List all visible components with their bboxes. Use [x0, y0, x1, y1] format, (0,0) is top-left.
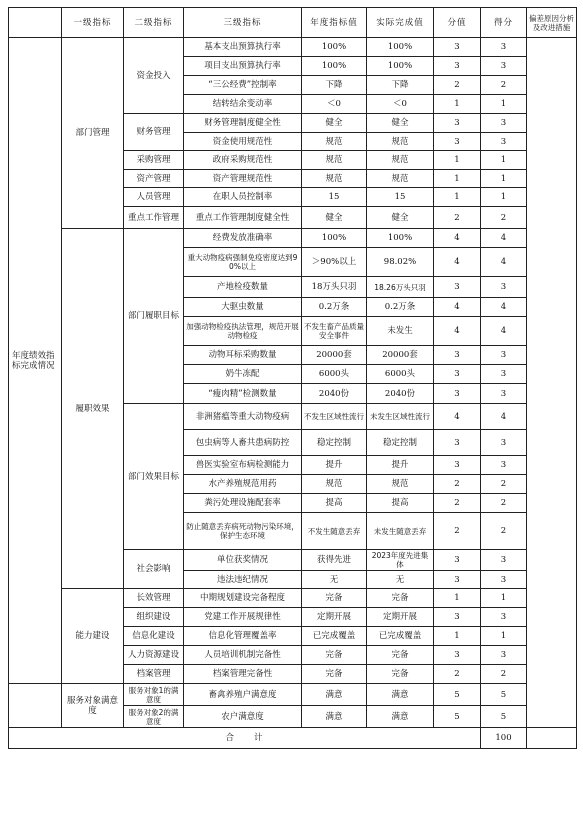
- indicator-cell: 档案管理完备性: [184, 665, 302, 684]
- indicator-cell: 加强动物检疫执法管理，规范开展动物检疫: [184, 317, 302, 346]
- score-cell: 4: [481, 229, 527, 248]
- indicator-cell: 中期规划建设完备程度: [184, 589, 302, 608]
- score-value-cell: 3: [434, 430, 481, 456]
- indicator-cell: 党建工作开展规律性: [184, 608, 302, 627]
- indicator-cell: “瘦肉精”检测数量: [184, 384, 302, 404]
- score-value-cell: 3: [434, 456, 481, 475]
- deviation-cell: [527, 38, 577, 728]
- score-cell: 5: [481, 684, 527, 706]
- target-cell: 不发生畜产品质量安全事件: [302, 317, 367, 346]
- score-value-cell: 3: [434, 277, 481, 298]
- score-value-cell: 1: [434, 589, 481, 608]
- indicator-cell: 粪污处理设施配套率: [184, 494, 302, 513]
- score-value-cell: 3: [434, 384, 481, 404]
- target-cell: 不发生随意丢弃: [302, 513, 367, 550]
- target-cell: 不发生区域性流行: [302, 404, 367, 430]
- target-cell: 已完成覆盖: [302, 627, 367, 646]
- level1-dept-mgmt: 部门管理: [62, 38, 124, 229]
- indicator-cell: 资产管理规范性: [184, 170, 302, 188]
- score-value-cell: 3: [434, 346, 481, 365]
- score-cell: 1: [481, 151, 527, 170]
- score-cell: 2: [481, 207, 527, 229]
- actual-cell: 15: [367, 188, 434, 207]
- header-target: 年度指标值: [302, 8, 367, 38]
- level1-capacity: 能力建设: [62, 589, 124, 684]
- indicator-cell: 重点工作管理制度健全性: [184, 207, 302, 229]
- score-value-cell: 1: [434, 188, 481, 207]
- score-cell: 4: [481, 298, 527, 317]
- score-cell: 1: [481, 627, 527, 646]
- score-value-cell: 3: [434, 550, 481, 571]
- score-value-cell: 1: [434, 151, 481, 170]
- indicator-cell: 资金使用规范性: [184, 133, 302, 151]
- indicator-cell: 基本支出预算执行率: [184, 38, 302, 57]
- score-value-cell: 2: [434, 76, 481, 95]
- target-cell: 完备: [302, 646, 367, 665]
- level2-personnel: 人员管理: [124, 188, 184, 207]
- table-row: [9, 589, 577, 608]
- indicator-cell: 大驱虫数量: [184, 298, 302, 317]
- target-cell: 提高: [302, 494, 367, 513]
- score-value-cell: 3: [434, 57, 481, 76]
- actual-cell: 无: [367, 571, 434, 589]
- target-cell: 完备: [302, 589, 367, 608]
- actual-cell: 提高: [367, 494, 434, 513]
- target-cell: 100%: [302, 38, 367, 57]
- indicator-cell: “三公经费”控制率: [184, 76, 302, 95]
- level2-archives: 档案管理: [124, 665, 184, 684]
- target-cell: ＞90%以上: [302, 248, 367, 277]
- score-cell: 3: [481, 571, 527, 589]
- score-value-cell: 2: [434, 494, 481, 513]
- score-cell: 3: [481, 114, 527, 133]
- score-value-cell: 2: [434, 513, 481, 550]
- score-cell: 1: [481, 188, 527, 207]
- level2-organization: 组织建设: [124, 608, 184, 627]
- actual-cell: 规范: [367, 170, 434, 188]
- score-value-cell: 2: [434, 665, 481, 684]
- table-row: [9, 38, 577, 57]
- indicator-cell: 结转结余变动率: [184, 95, 302, 114]
- indicator-cell: 经费发放准确率: [184, 229, 302, 248]
- actual-cell: 规范: [367, 151, 434, 170]
- level2-it: 信息化建设: [124, 627, 184, 646]
- score-value-cell: 4: [434, 229, 481, 248]
- header-row: [9, 8, 577, 38]
- score-value-cell: 3: [434, 365, 481, 384]
- actual-cell: 定期开展: [367, 608, 434, 627]
- indicator-cell: 防止随意丢弃病死动物污染环境，保护生态环境: [184, 513, 302, 550]
- score-value-cell: 3: [434, 608, 481, 627]
- score-cell: 2: [481, 494, 527, 513]
- score-cell: 3: [481, 384, 527, 404]
- score-cell: 1: [481, 170, 527, 188]
- target-cell: ＜0: [302, 95, 367, 114]
- indicator-cell: 畜禽养殖户满意度: [184, 684, 302, 706]
- score-cell: 4: [481, 248, 527, 277]
- level1-satisfaction: 服务对象满意度: [62, 684, 124, 728]
- indicator-cell: 单位获奖情况: [184, 550, 302, 571]
- header-score: 得分: [481, 8, 527, 38]
- indicator-cell: 在职人员控制率: [184, 188, 302, 207]
- top-label: 年度绩效指标完成情况: [9, 38, 62, 684]
- target-cell: 定期开展: [302, 608, 367, 627]
- score-cell: 3: [481, 646, 527, 665]
- score-value-cell: 5: [434, 684, 481, 706]
- target-cell: 20000套: [302, 346, 367, 365]
- performance-table: [8, 7, 577, 749]
- header-score-value: 分值: [434, 8, 481, 38]
- target-cell: 100%: [302, 57, 367, 76]
- score-cell: 2: [481, 513, 527, 550]
- target-cell: 稳定控制: [302, 430, 367, 456]
- target-cell: 规范: [302, 151, 367, 170]
- actual-cell: 6000头: [367, 365, 434, 384]
- score-cell: 4: [481, 317, 527, 346]
- actual-cell: 完备: [367, 589, 434, 608]
- target-cell: 2040份: [302, 384, 367, 404]
- actual-cell: 完备: [367, 665, 434, 684]
- level2-hr: 人力资源建设: [124, 646, 184, 665]
- indicator-cell: 非洲猪瘟等重大动物疫病: [184, 404, 302, 430]
- score-cell: 3: [481, 550, 527, 571]
- level2-service2: 服务对象2的满意度: [124, 706, 184, 728]
- target-cell: 15: [302, 188, 367, 207]
- indicator-cell: 兽医实验室布病检测能力: [184, 456, 302, 475]
- total-deviation: [527, 728, 577, 749]
- target-cell: 完备: [302, 665, 367, 684]
- actual-cell: ＜0: [367, 95, 434, 114]
- indicator-cell: 项目支出预算执行率: [184, 57, 302, 76]
- score-value-cell: 1: [434, 95, 481, 114]
- table-row: [9, 229, 577, 248]
- header-level1: 一级指标: [62, 8, 124, 38]
- actual-cell: 未发生: [367, 317, 434, 346]
- target-cell: 满意: [302, 706, 367, 728]
- score-value-cell: 4: [434, 248, 481, 277]
- score-cell: 2: [481, 665, 527, 684]
- score-value-cell: 3: [434, 133, 481, 151]
- score-cell: 1: [481, 95, 527, 114]
- actual-cell: 2023年度先进集体: [367, 550, 434, 571]
- actual-cell: 0.2万条: [367, 298, 434, 317]
- actual-cell: 100%: [367, 38, 434, 57]
- indicator-cell: 违法违纪情况: [184, 571, 302, 589]
- actual-cell: 健全: [367, 114, 434, 133]
- header-level3: 三级指标: [184, 8, 302, 38]
- level2-planning: 长效管理: [124, 589, 184, 608]
- level2-key-work: 重点工作管理: [124, 207, 184, 229]
- indicator-cell: 农户满意度: [184, 706, 302, 728]
- score-value-cell: 1: [434, 170, 481, 188]
- target-cell: 0.2万条: [302, 298, 367, 317]
- level2-finance: 财务管理: [124, 114, 184, 151]
- indicator-cell: 产地检疫数量: [184, 277, 302, 298]
- score-cell: 2: [481, 475, 527, 494]
- level2-dept-effect: 部门效果目标: [124, 404, 184, 550]
- actual-cell: 健全: [367, 207, 434, 229]
- level2-dept-duty: 部门履职目标: [124, 229, 184, 404]
- score-cell: 3: [481, 430, 527, 456]
- indicator-cell: 动物耳标采购数量: [184, 346, 302, 365]
- indicator-cell: 奶牛冻配: [184, 365, 302, 384]
- indicator-cell: 包虫病等人畜共患病防控: [184, 430, 302, 456]
- actual-cell: 下降: [367, 76, 434, 95]
- level1-perf: 履职效果: [62, 229, 124, 589]
- score-value-cell: 4: [434, 317, 481, 346]
- indicator-cell: 人员培训机制完备性: [184, 646, 302, 665]
- level2-social: 社会影响: [124, 550, 184, 589]
- actual-cell: 未发生随意丢弃: [367, 513, 434, 550]
- score-value-cell: 2: [434, 207, 481, 229]
- target-cell: 规范: [302, 133, 367, 151]
- score-value-cell: 3: [434, 646, 481, 665]
- level2-service1: 服务对象1的满意度: [124, 684, 184, 706]
- score-cell: 3: [481, 38, 527, 57]
- header-level2: 二级指标: [124, 8, 184, 38]
- actual-cell: 20000套: [367, 346, 434, 365]
- target-cell: 18万头只羽: [302, 277, 367, 298]
- target-cell: 100%: [302, 229, 367, 248]
- score-cell: 5: [481, 706, 527, 728]
- total-label: 合 计: [9, 728, 481, 749]
- total-row: [9, 728, 577, 749]
- actual-cell: 100%: [367, 229, 434, 248]
- target-cell: 满意: [302, 684, 367, 706]
- table-row: [9, 684, 577, 706]
- target-cell: 无: [302, 571, 367, 589]
- actual-cell: 提升: [367, 456, 434, 475]
- indicator-cell: 重大动物疫病强制免疫密度达到90%以上: [184, 248, 302, 277]
- target-cell: 6000头: [302, 365, 367, 384]
- score-cell: 2: [481, 76, 527, 95]
- actual-cell: 完备: [367, 646, 434, 665]
- target-cell: 健全: [302, 114, 367, 133]
- level2-procurement: 采购管理: [124, 151, 184, 170]
- score-cell: 1: [481, 589, 527, 608]
- header-deviation: 偏差原因分析及改进措施: [527, 8, 577, 38]
- actual-cell: 规范: [367, 133, 434, 151]
- indicator-cell: 水产养殖规范用药: [184, 475, 302, 494]
- score-cell: 3: [481, 456, 527, 475]
- level2-funds: 资金投入: [124, 38, 184, 114]
- actual-cell: 规范: [367, 475, 434, 494]
- actual-cell: 稳定控制: [367, 430, 434, 456]
- score-value-cell: 4: [434, 298, 481, 317]
- target-cell: 健全: [302, 207, 367, 229]
- header-actual: 实际完成值: [367, 8, 434, 38]
- score-value-cell: 4: [434, 404, 481, 430]
- indicator-cell: 政府采购规范性: [184, 151, 302, 170]
- top-label-satisfaction-blank: [9, 684, 62, 728]
- score-value-cell: 3: [434, 571, 481, 589]
- score-value-cell: 2: [434, 475, 481, 494]
- score-cell: 3: [481, 277, 527, 298]
- actual-cell: 满意: [367, 706, 434, 728]
- actual-cell: 2040份: [367, 384, 434, 404]
- target-cell: 获得先进: [302, 550, 367, 571]
- score-cell: 3: [481, 365, 527, 384]
- indicator-cell: 财务管理制度健全性: [184, 114, 302, 133]
- score-value-cell: 3: [434, 38, 481, 57]
- actual-cell: 未发生区域性流行: [367, 404, 434, 430]
- score-cell: 4: [481, 404, 527, 430]
- actual-cell: 已完成覆盖: [367, 627, 434, 646]
- actual-cell: 满意: [367, 684, 434, 706]
- target-cell: 规范: [302, 475, 367, 494]
- header-blank: [9, 8, 62, 38]
- score-cell: 3: [481, 608, 527, 627]
- total-score: 100: [481, 728, 527, 749]
- score-cell: 3: [481, 57, 527, 76]
- score-value-cell: 5: [434, 706, 481, 728]
- level2-assets: 资产管理: [124, 170, 184, 188]
- actual-cell: 100%: [367, 57, 434, 76]
- indicator-cell: 信息化管理覆盖率: [184, 627, 302, 646]
- actual-cell: 18.26万头只羽: [367, 277, 434, 298]
- score-value-cell: 3: [434, 114, 481, 133]
- target-cell: 规范: [302, 170, 367, 188]
- target-cell: 提升: [302, 456, 367, 475]
- score-cell: 3: [481, 346, 527, 365]
- score-cell: 3: [481, 133, 527, 151]
- score-value-cell: 1: [434, 627, 481, 646]
- actual-cell: 98.02%: [367, 248, 434, 277]
- target-cell: 下降: [302, 76, 367, 95]
